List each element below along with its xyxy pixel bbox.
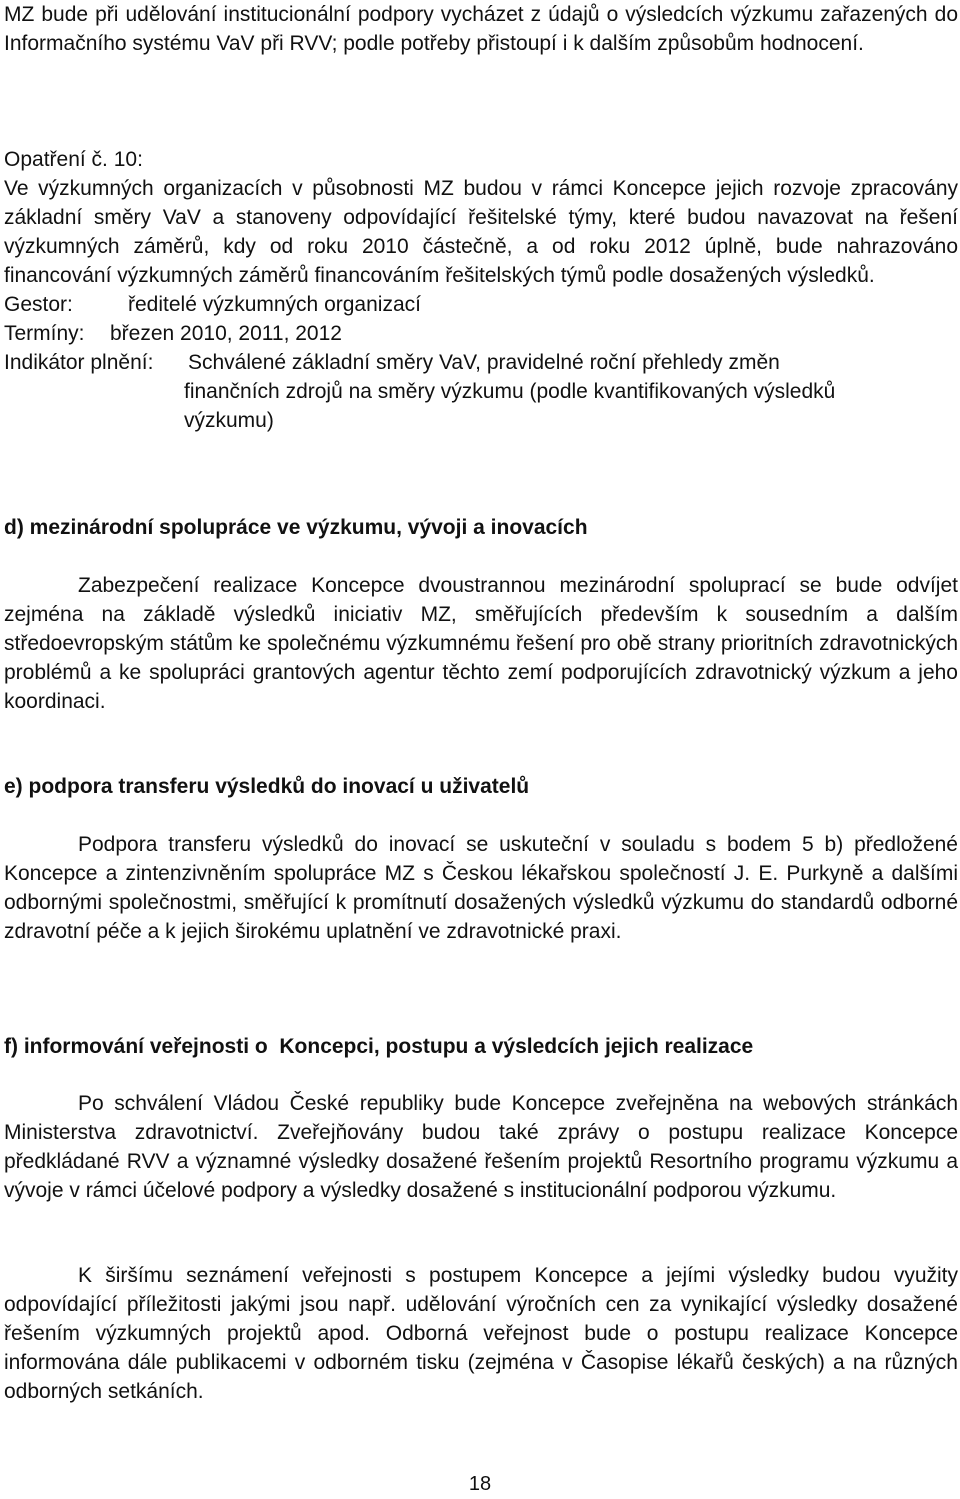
section-d [4,513,958,542]
measure-title: Opatření č. 10: [4,148,143,171]
indicator-value-2: finančních zdrojů na směry výzkumu (podle kvantifikovaných výsledků výzkumu) [184,380,836,432]
gestor-label: Gestor: [4,293,73,316]
section-f-text-2: K širšímu seznámení veřejnosti s postupem Koncepce a jejími výsledky budou využity odpovídající příležitosti jakými jsou např. udělování výročních cen za vynikající výsledky dosažené řešením výzkumných projektů apod. Odborná veřejnost bude o postupu realizace Koncepce informována dále publikacemi v odborném tisku (zejména v Časopise lékařů českých) a na různých odborných setkáních. [4,1264,958,1403]
section-e [4,772,958,801]
terms-label: Termíny: [4,322,85,345]
section-f [4,1032,958,1061]
page-number: 18 [468,1473,492,1495]
section-e-body [4,830,958,946]
section-d-heading: d) mezinárodní spolupráce ve výzkumu, vývoji a inovacích [4,516,588,539]
gestor-row [4,290,958,319]
section-d-text: Zabezpečení realizace Koncepce dvoustrannou mezinárodní spoluprací se bude odvíjet zejména na základě výsledků iniciativ MZ, směřujících především k sousedním a dalším středoevropským státům ke společnému výzkumnému řešení pro obě strany prioritních zdravotnických problémů a ke spolupráci grantových agentur těchto zemí podporujících zdravotnický výzkum a jeho koordinaci. [4,574,958,713]
indicator-value-1: Schválené základní směry VaV, pravidelné roční přehledy změn [188,351,780,374]
section-f-text-1: Po schválení Vládou České republiky bude Koncepce zveřejněna na webových stránkách Ministerstva zdravotnictví. Zveřejňovány budou také zprávy o postupu realizace Koncepce předkládané RVV a významné výsledky dosažené řešením projektů Resortního programu výzkumu a vývoje v rámci účelové podpory a výsledky dosažené s institucionální podporou výzkumu. [4,1092,958,1202]
intro-paragraph [4,0,958,58]
terms-value: březen 2010, 2011, 2012 [110,322,342,345]
section-d-body [4,571,958,716]
indicator-row [4,348,958,377]
section-e-heading: e) podpora transferu výsledků do inovací u uživatelů [4,775,530,798]
section-f-heading: f) informování veřejnosti o Koncepci, postupu a výsledcích jejich realizace [4,1035,754,1058]
section-e-text: Podpora transferu výsledků do inovací se uskuteční v souladu s bodem 5 b) předložené Koncepce a zintenzivněním spolupráce MZ s Českou lékařskou společností J. E. Purkyně a dalšími odbornými společnostmi, směřující k promítnutí dosažených výsledků výzkumu do standardů odborné zdravotní péče a k jejich širokému uplatnění ve zdravotnické praxi. [4,833,958,943]
intro-text: MZ bude při udělování institucionální podpory vycházet z údajů o výsledcích výzkumu zařazených do Informačního systému VaV při RVV; podle potřeby přistoupí i k dalším způsobům hodnocení. [4,3,958,55]
measure-text: Ve výzkumných organizacích v působnosti MZ budou v rámci Koncepce jejich rozvoje zpracovány základní směry VaV a stanoveny odpovídající řešitelské týmy, které budou navazovat na řešení výzkumných záměrů, kdy od roku 2010 částečně, a od roku 2012 úplně, bude nahrazováno financování výzkumných záměrů financováním řešitelských týmů podle dosažených výsledků. [4,177,958,287]
section-f-body-1 [4,1089,958,1205]
section-f-body-2 [4,1261,958,1406]
indicator-label: Indikátor plnění: [4,351,154,374]
gestor-value: ředitelé výzkumných organizací [128,293,421,316]
measure-10 [4,145,958,435]
terms-row [4,319,958,348]
